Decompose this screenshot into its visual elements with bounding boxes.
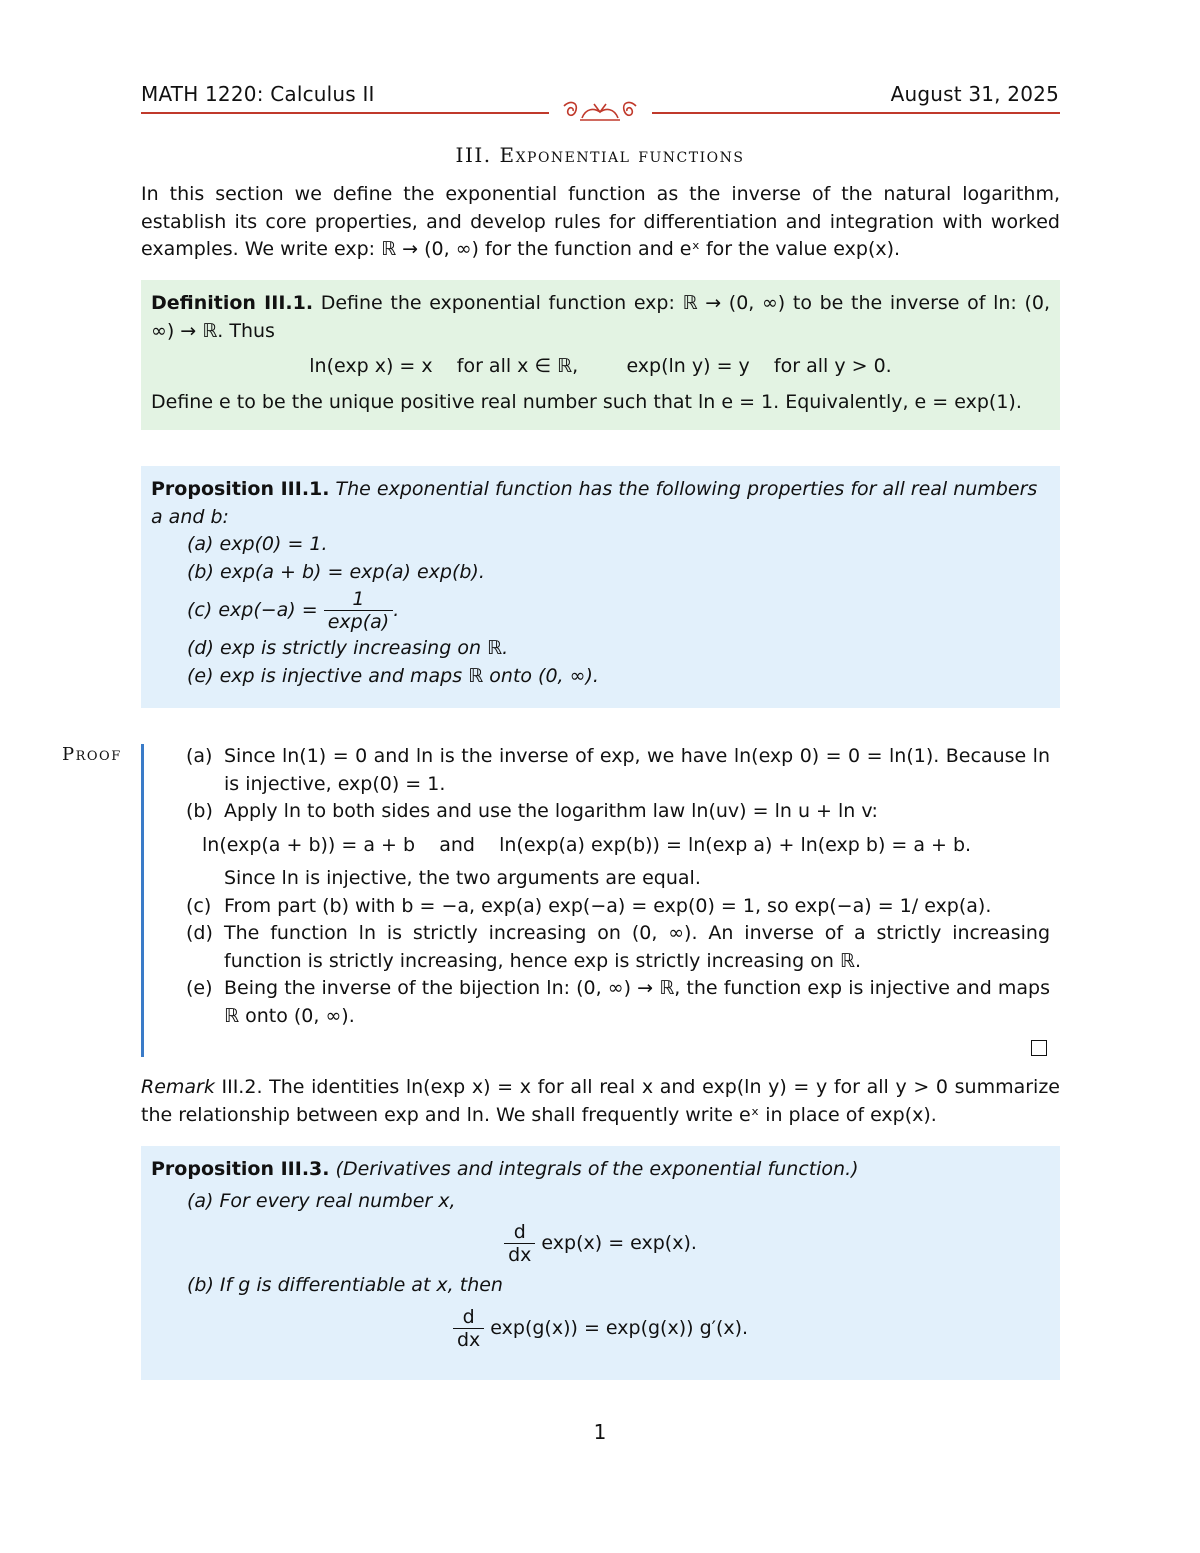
proof-label: Proof <box>62 744 122 765</box>
prop1-item-d: (d) exp is strictly increasing on ℝ. <box>187 637 509 659</box>
page-number: 1 <box>593 1420 607 1444</box>
ornament-icon <box>560 98 640 124</box>
section-title: III. Exponential functions <box>455 143 745 167</box>
proof-body <box>186 743 1050 1030</box>
definition-text-1: Define the exponential function exp: ℝ → (0, ∞) to be the inverse of ln: (0, ∞) → ℝ. Thus <box>151 292 1050 342</box>
prop3-display-a: $\frac{d}{dx}$ exp(x) = exp(x). <box>151 1221 1050 1266</box>
proposition-1-statement: The exponential function has the following properties for all real numbers a and b: <box>151 478 1038 528</box>
proof-item-c: (c) From part (b) with b = −a, exp(a) exp(−a) = exp(0) = 1, so exp(−a) = 1/ exp(a). <box>186 894 992 917</box>
derivative-fraction: $\frac{d}{dx}$ <box>504 1221 535 1266</box>
prop3-display-b: $\frac{d}{dx}$ exp(g(x)) = exp(g(x)) g′(x). <box>151 1306 1050 1351</box>
definition-line <box>151 290 1050 345</box>
proposition-1-label: Proposition III.1. <box>151 478 330 500</box>
prop3-item-b: (b) If g is differentiable at x, then <box>187 1274 503 1296</box>
proposition-1-box <box>141 466 1060 708</box>
derivative-fraction: $\frac{d}{dx}$ <box>453 1306 484 1351</box>
proposition-3-box <box>141 1146 1060 1380</box>
proof-item-d: (d) The function ln is strictly increasing on (0, ∞). An inverse of a strictly increasing function is strictly increasing, hence exp is strictly increasing on ℝ. <box>186 922 1050 972</box>
header-date: August 31, 2025 <box>890 82 1059 106</box>
proof-item-e: (e) Being the inverse of the bijection ln: (0, ∞) → ℝ, the function exp is injective and maps ℝ onto (0, ∞). <box>186 977 1050 1027</box>
intro-paragraph: In this section we define the exponential function as the inverse of the natural logarithm, establish its core properties, and develop rules for differentiation and integration with worked examples. We write exp: ℝ → (0, ∞) for the function and eˣ for the value exp(x). <box>141 183 1060 260</box>
definition-box <box>141 280 1060 430</box>
remark-label: Remark <box>141 1076 215 1098</box>
definition-text-2: Define e to be the unique positive real number such that ln e = 1. Equivalently, e = exp(1). <box>151 390 1022 413</box>
remark-text: The identities ln(exp x) = x for all real x and exp(ln y) = y for all y > 0 summarize the relationship between exp and ln. We shall frequently write eˣ in place of exp(x). <box>141 1076 1060 1126</box>
header-rule-right <box>652 112 1060 114</box>
remark-number: III.2. <box>221 1076 263 1098</box>
definition-label: Definition III.1. <box>151 292 314 314</box>
proof-display: ln(exp(a + b)) = a + b and ln(exp(a) exp(b)) = ln(exp a) + ln(exp b) = a + b. <box>202 833 972 856</box>
prop1-item-c: (c) exp(−a) = $\frac{1}{\exp(a)}$ . <box>187 588 400 633</box>
prop1-item-e: (e) exp is injective and maps ℝ onto (0, ∞). <box>187 664 599 687</box>
prop1-item-b: (b) exp(a + b) = exp(a) exp(b). <box>187 560 485 583</box>
qed-square-icon <box>1031 1040 1047 1056</box>
definition-display: ln(exp x) = x for all x ∈ ℝ, exp(ln y) = y for all y > 0. <box>309 355 892 377</box>
header-course: MATH 1220: Calculus II <box>141 82 375 106</box>
remark-paragraph <box>141 1074 1060 1129</box>
proof-item-b: (b) Apply ln to both sides and use the logarithm law ln(uv) = ln u + ln v: <box>186 800 878 822</box>
proof-bar <box>141 744 144 1057</box>
proof-item-b-after: Since ln is injective, the two arguments are equal. <box>224 867 701 889</box>
header-rule-left <box>141 112 549 114</box>
proposition-3-statement: (Derivatives and integrals of the exponential function.) <box>335 1158 859 1180</box>
fraction: $\frac{1}{\exp(a)}$ <box>324 588 393 633</box>
prop3-item-a: (a) For every real number x, <box>187 1189 456 1212</box>
prop1-item-a: (a) exp(0) = 1. <box>187 533 328 555</box>
proof-item-a: (a) Since ln(1) = 0 and ln is the inverse of exp, we have ln(exp 0) = 0 = ln(1). Because ln is injective, exp(0) = 1. <box>186 745 1050 795</box>
proposition-3-label: Proposition III.3. <box>151 1158 330 1180</box>
